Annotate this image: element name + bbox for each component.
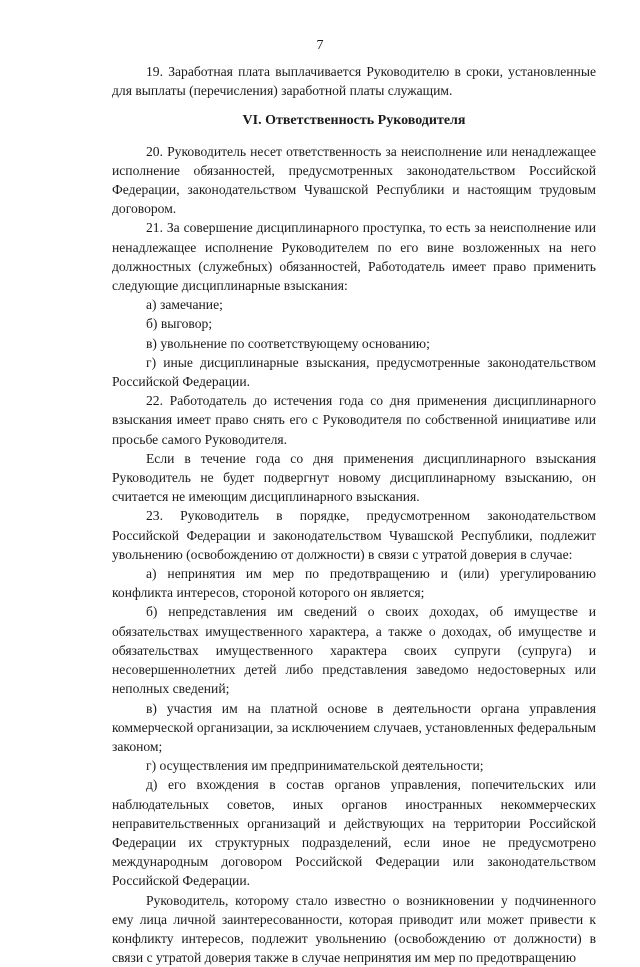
list-item-21g: г) иные дисциплинарные взыскания, предусмотренные законодательством Российской Федерации.	[112, 354, 596, 390]
list-item-23b: б) непредставления им сведений о своих доходах, об имуществе и обязательствах имущественного характера, а также о доходах, об имуществе и обязательствах имущественного характера своих супруги (супруга) и несовершеннолетних детей либо представления заведомо недостоверных или неполных сведений;	[112, 604, 596, 697]
paragraph-22: 22. Работодатель до истечения года со дня применения дисциплинарного взыскания имеет право снять его с Руководителя по собственной инициативе или просьбе самого Руководителя.	[112, 393, 596, 447]
paragraph-21: 21. За совершение дисциплинарного проступка, то есть за неисполнение или ненадлежащее исполнение Руководителем по его вине возложенных на него должностных (служебных) обязанностей, Работодатель имеет право применить следующие дисциплинарные взыскания:	[112, 220, 596, 294]
list-item-23g: г) осуществления им предпринимательской деятельности;	[146, 758, 484, 774]
document-body	[112, 62, 596, 967]
paragraph-19: 19. Заработная плата выплачивается Руководителю в сроки, установленные для выплаты (перечисления) заработной платы служащим.	[112, 64, 596, 99]
list-item-21v: в) увольнение по соответствующему основанию;	[146, 335, 430, 351]
list-item-23v: в) участия им на платной основе в деятельности органа управления коммерческой организации, за исключением случаев, установленных федеральным законом;	[112, 700, 596, 754]
page-number: 7	[316, 38, 324, 53]
paragraph-22-continued: Если в течение года со дня применения дисциплинарного взыскания Руководитель не будет подвергнут новому дисциплинарному взысканию, он считается не имеющим дисциплинарного взыскания.	[112, 450, 596, 505]
list-item-23d: д) его вхождения в состав органов управления, попечительских или наблюдательных советов, иных органов иностранных некоммерческих неправительственных организаций и действующих на территории Российской Федерации их структурных подразделений, если иное не предусмотрено международным договором Российской Федерации или законодательством Российской Федерации.	[112, 777, 596, 889]
list-item-21a: а) замечание;	[146, 297, 223, 313]
paragraph-23-continued: Руководитель, которому стало известно о возникновении у подчиненного ему лица личной заинтересованности, которая приводит или может привести к конфликту интересов, подлежит увольнению (освобождению от должности) в связи с утратой доверия также в случае непринятия им мер по предотвращению	[112, 892, 596, 966]
paragraph-20: 20. Руководитель несет ответственность за неисполнение или ненадлежащее исполнение обязанностей, предусмотренных законодательством Российской Федерации, законодательством Чувашской Республики и настоящим трудовым договором.	[112, 143, 596, 217]
list-item-23a: а) непринятия им мер по предотвращению и (или) урегулированию конфликта интересов, стороной которого он является;	[112, 566, 596, 601]
list-item-21b: б) выговор;	[146, 316, 213, 332]
section-heading: VI. Ответственность Руководителя	[242, 113, 466, 129]
paragraph-23: 23. Руководитель в порядке, предусмотренном законодательством Российской Федерации и законодательством Чувашской Республики, подлежит увольнению (освобождению от должности) в связи с утратой доверия в случае:	[112, 508, 596, 562]
